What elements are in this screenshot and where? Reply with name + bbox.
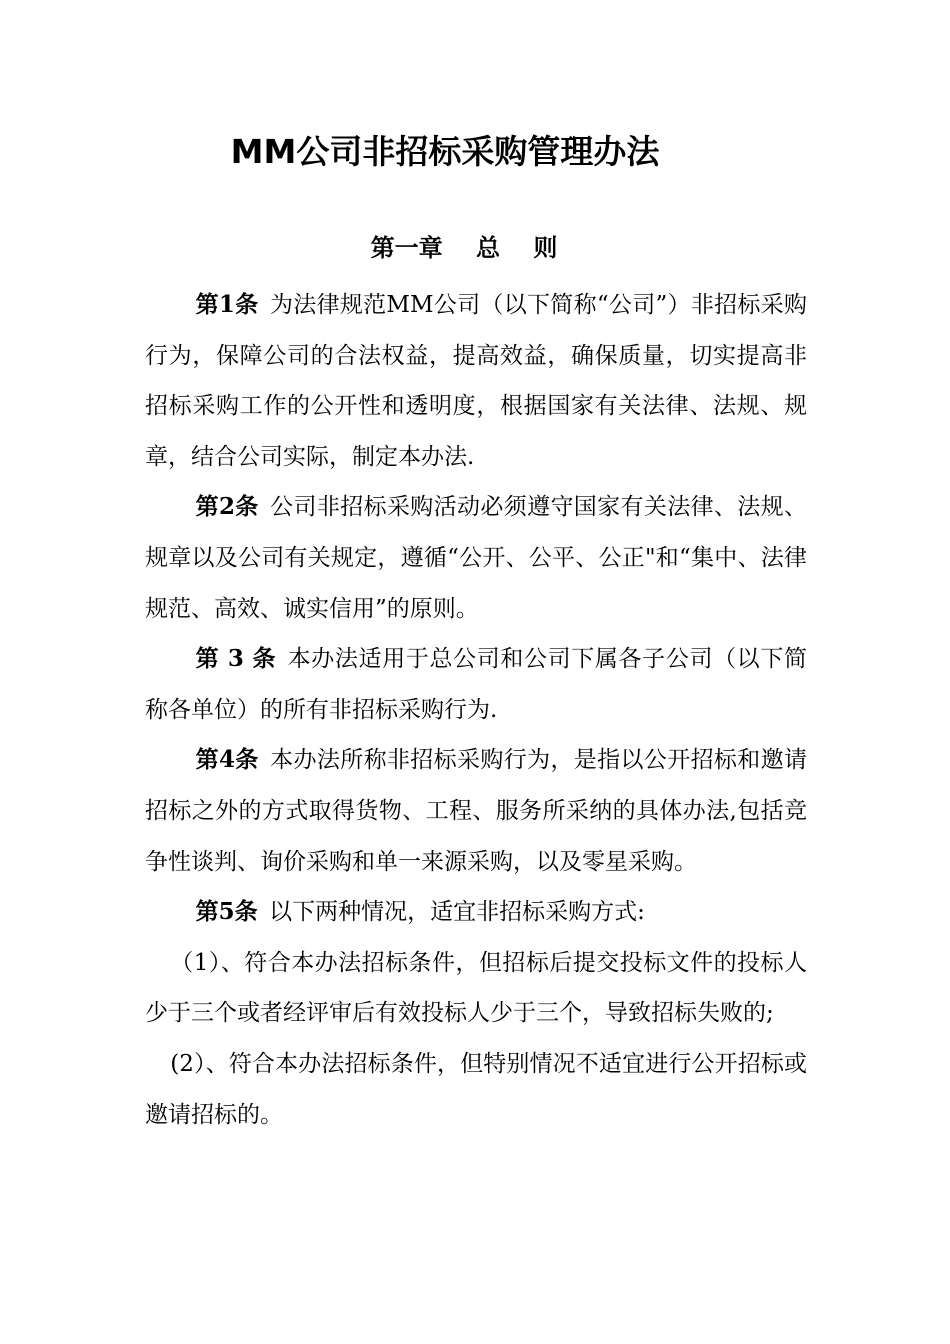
- article-number: 第1条: [195, 291, 259, 318]
- article-text: 本办法所称非招标采购行为，是指以公开招标和邀请招标之外的方式取得货物、工程、服务所采纳的具体办法,包括竞争性谈判、询价采购和单一来源采购，以及零星采购。: [145, 747, 807, 875]
- article-text: 以下两种情况，适宜非招标采购方式:: [269, 899, 645, 926]
- article-number: 第2条: [195, 493, 259, 521]
- article-3: [145, 634, 807, 735]
- article-text: 本办法适用于总公司和公司下属各子公司（以下简称各单位）的所有非招标采购行为.: [145, 646, 807, 723]
- article-4: [145, 735, 807, 887]
- article-text: 为法律规范MM公司（以下简称“公司”）非招标采购行为，保障公司的合法权益，提高效益，确保质量，切实提高非招标采购工作的公开性和透明度，根据国家有关法律、法规、规章，结合公司实际，制定本办法.: [145, 292, 807, 470]
- list-item: (2）、符合本办法招标条件，但特别情况不适宜进行公开招标或邀请招标的。: [145, 1050, 807, 1128]
- article-2: [145, 482, 807, 634]
- article-1: [145, 280, 807, 482]
- article-number: 第5条: [195, 898, 258, 926]
- list-item: （1）、符合本办法招标条件，但招标后提交投标文件的投标人少于三个或者经评审后有效投标人少于三个，导致招标失败的;: [145, 949, 807, 1027]
- chapter-heading: 第一章 总 则: [370, 233, 558, 262]
- article-number: 第4条: [195, 746, 259, 774]
- article-number: 第 3 条: [195, 645, 277, 673]
- document-body: [145, 280, 807, 1140]
- article-5: [145, 887, 807, 938]
- document-title: MM公司非招标采购管理办法: [230, 132, 660, 171]
- article-text: 公司非招标采购活动必须遵守国家有关法律、法规、规章以及公司有关规定，遵循“公开、公平、公正"和“集中、法律规范、高效、诚实信用”的原则。: [145, 494, 807, 622]
